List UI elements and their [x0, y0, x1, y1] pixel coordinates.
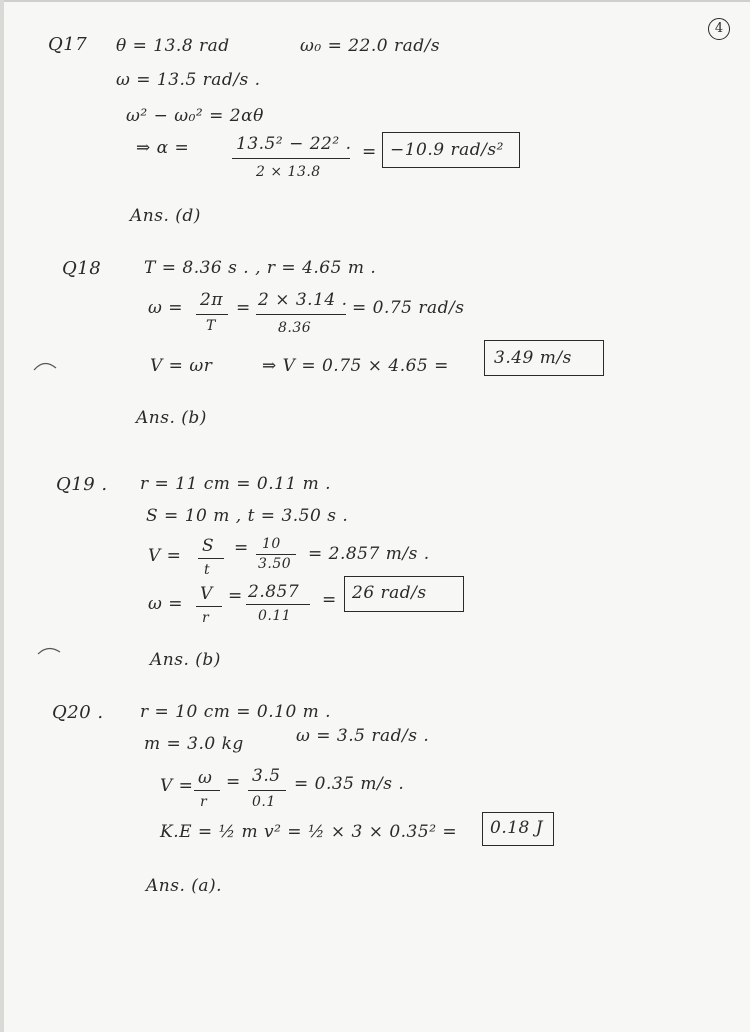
q20-mass: m = 3.0 kg [144, 734, 244, 754]
q18-v-formula: V = ωr [150, 356, 213, 376]
margin-pen-mark [30, 356, 60, 376]
q19-omega-lhs: ω = [148, 594, 184, 614]
q20-answer: Ans. (a). [146, 876, 223, 896]
q19-answer: Ans. (b) [150, 650, 221, 670]
q20-frac1-numerator: ω [198, 768, 213, 788]
q20-result: 0.18 J [490, 818, 544, 838]
q20-omega: ω = 3.5 rad/s . [296, 726, 430, 746]
q17-fraction-numerator: 13.5² − 22² . [236, 134, 352, 154]
q17-alpha-lhs: ⇒ α = [136, 138, 190, 158]
q18-frac2-bar [256, 314, 346, 315]
q18-frac1-numerator: 2π [200, 290, 223, 310]
q19-v-result: = 2.857 m/s . [308, 544, 430, 564]
q17-equals: = [362, 142, 377, 162]
q19-frac1-denominator: t [204, 562, 211, 578]
q17-omega0: ω₀ = 22.0 rad/s [300, 36, 441, 56]
left-edge [0, 0, 4, 1032]
q18-omega-result: = 0.75 rad/s [352, 298, 465, 318]
q19-frac2-numerator: 10 [262, 536, 281, 552]
q19-frac2-bar [256, 554, 296, 555]
q20-v-result: = 0.35 m/s . [294, 774, 405, 794]
q18-answer: Ans. (b) [136, 408, 207, 428]
q20-frac1-bar [194, 790, 220, 791]
q20-frac1-denominator: r [200, 794, 208, 810]
q19-v-lhs: V = [148, 546, 182, 566]
q17-equation: ω² − ω₀² = 2αθ [126, 106, 264, 126]
q18-frac2-numerator: 2 × 3.14 . [258, 290, 348, 310]
q19-frac4-bar [246, 604, 310, 605]
q17-omega: ω = 13.5 rad/s . [116, 70, 261, 90]
q18-result: 3.49 m/s [494, 348, 572, 368]
q20-radius: r = 10 cm = 0.10 m . [140, 702, 332, 722]
q19-frac4-numerator: 2.857 [248, 582, 300, 602]
q19-frac2-denominator: 3.50 [258, 556, 292, 572]
q19-result: 26 rad/s [352, 583, 427, 603]
page-number: 4 [708, 18, 730, 40]
q18-frac1-denominator: T [206, 318, 216, 334]
q18-frac2-denominator: 8.36 [278, 320, 312, 336]
q19-radius: r = 11 cm = 0.11 m . [140, 474, 332, 494]
q19-frac1-numerator: S [202, 536, 215, 556]
q17-fraction-bar [232, 158, 350, 159]
q19-equals-3: = [322, 590, 337, 610]
q17-theta: θ = 13.8 rad [116, 36, 230, 56]
q19-frac3-numerator: V [200, 584, 213, 604]
q19-equals-2: = [228, 586, 243, 606]
q18-v-calculation: ⇒ V = 0.75 × 4.65 = [262, 356, 449, 376]
q18-equals: = [236, 298, 251, 318]
q20-frac2-bar [248, 790, 286, 791]
q19-frac4-denominator: 0.11 [258, 608, 292, 624]
q20-kinetic-energy: K.E = ½ m v² = ½ × 3 × 0.35² = [160, 822, 458, 842]
q18-given: T = 8.36 s . , r = 4.65 m . [144, 258, 377, 278]
top-edge [0, 0, 750, 2]
q18-omega-lhs: ω = [148, 298, 184, 318]
q19-frac1-bar [198, 558, 224, 559]
q17-result: −10.9 rad/s² [390, 140, 504, 160]
q20-v-lhs: V = [160, 776, 194, 796]
q18-label: Q18 [62, 258, 102, 279]
q18-frac1-bar [196, 314, 228, 315]
q17-fraction-denominator: 2 × 13.8 [256, 164, 321, 180]
q19-distance-time: S = 10 m , t = 3.50 s . [146, 506, 349, 526]
q19-frac3-bar [196, 606, 222, 607]
q20-label: Q20 . [52, 702, 104, 723]
q19-equals: = [234, 538, 249, 558]
q19-frac3-denominator: r [202, 610, 210, 626]
q19-label: Q19 . [56, 474, 108, 495]
q17-answer: Ans. (d) [130, 206, 201, 226]
q20-frac2-denominator: 0.1 [252, 794, 276, 810]
q20-equals: = [226, 772, 241, 792]
q20-frac2-numerator: 3.5 [252, 766, 281, 786]
q17-label: Q17 [48, 34, 88, 55]
margin-pen-mark-2 [34, 640, 64, 660]
